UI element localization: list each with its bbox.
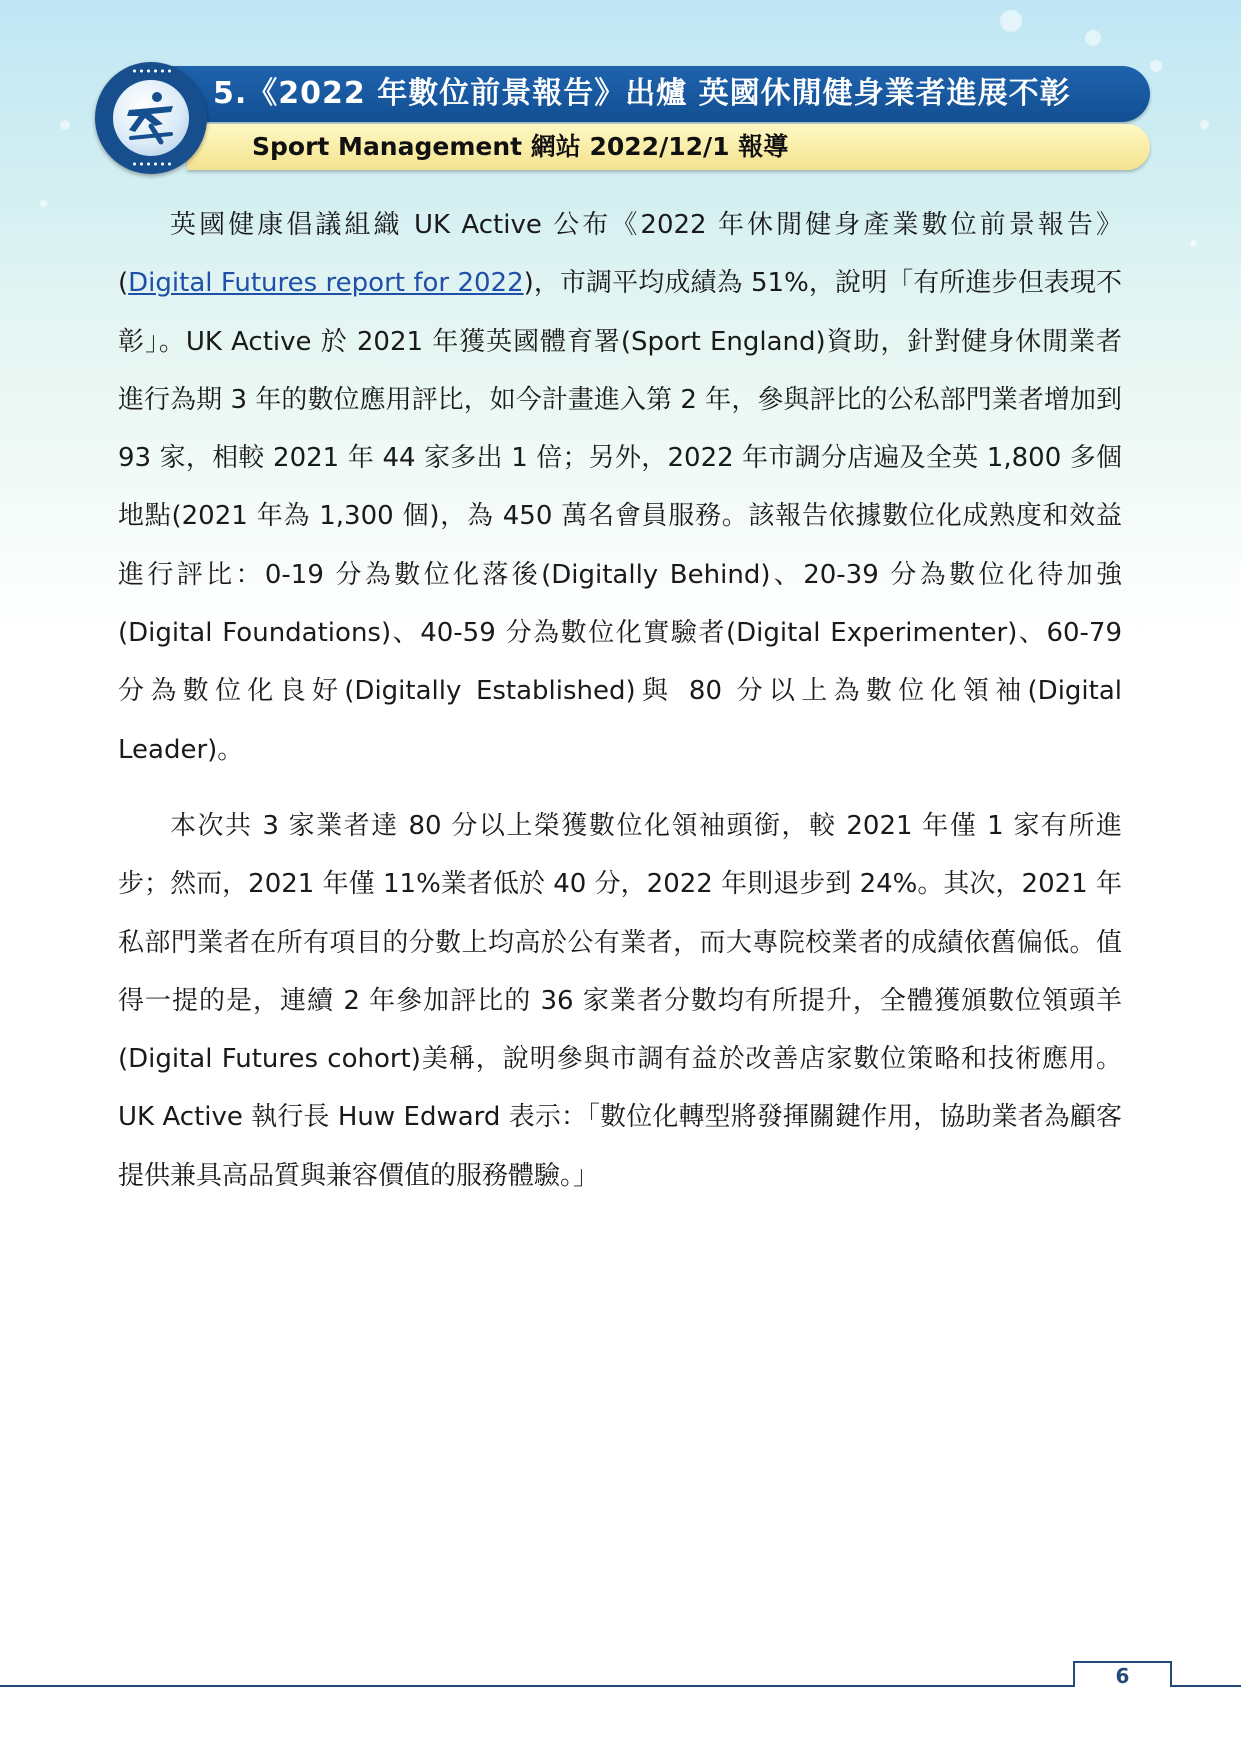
paragraph-1-rest: )，市調平均成績為 51%，說明「有所進步但表現不彰」。UK Active 於 2021 年獲英國體育署(Sport England)資助，針對健身休閒業者進行為期 3 年的數位應用評比，如今計畫進入第 2 年，參與評比的公私部門業者增加到 93 家，相較 2021 年 44 家多出 1 倍；另外，2022 年市調分店遍及全英 1,800 多個地點(2021 年為 1,300 個)，為 450 萬名會員服務。該報告依據數位化成熟度和效益進行評比：0-19 分為數位化落後(Digitally Behind)、20-39 分為數位化待加強(Digital Foundations)、40-59 分為數位化實驗者(Digital Experimenter)、60-79 分為數位化良好(Digitally Established)與 80 分以上為數位化領袖(Digital Leader)。 bbox=[118, 268, 1122, 765]
sports-emblem-icon bbox=[95, 62, 207, 174]
background-bubble bbox=[40, 200, 47, 207]
paragraph-1-intro: 英國健康倡議組織 UK Active 公布《2022 年休閒健身產業數位前景報告》( bbox=[118, 210, 1122, 299]
badge-dots-bottom bbox=[131, 162, 171, 166]
digital-futures-report-link[interactable]: Digital Futures report for 2022 bbox=[128, 268, 524, 299]
article-source: Sport Management 網站 2022/12/1 報導 bbox=[252, 132, 789, 161]
article-body bbox=[118, 196, 1122, 1205]
badge-dots-top bbox=[131, 69, 171, 73]
paragraph-2: 本次共 3 家業者達 80 分以上榮獲數位化領袖頭銜，較 2021 年僅 1 家有所進步；然而，2021 年僅 11%業者低於 40 分，2022 年則退步到 24%。其次，2021 年私部門業者在所有項目的分數上均高於公有業者，而大專院校業者的成績依舊偏低。值得一提的是，連續 2 年參加評比的 36 家業者分數均有所提升，全體獲頒數位領頭羊(Digital Futures cohort)美稱，說明參與市調有益於改善店家數位策略和技術應用。UK Active 執行長 Huw Edward 表示：「數位化轉型將發揮關鍵作用，協助業者為顧客提供兼具高品質與兼容價值的服務體驗。」 bbox=[118, 810, 1122, 1191]
background-bubble bbox=[1150, 60, 1162, 72]
background-bubble bbox=[1085, 30, 1101, 46]
footer-rule-right bbox=[1172, 1685, 1241, 1687]
footer-rule bbox=[0, 1685, 1075, 1687]
background-bubble bbox=[60, 120, 70, 130]
article-title: 5.《2022 年數位前景報告》出爐 英國休閒健身業者進展不彰 bbox=[213, 76, 1071, 111]
section-header-banner bbox=[95, 62, 1150, 174]
athlete-figure-icon bbox=[121, 88, 181, 148]
background-bubble bbox=[1000, 10, 1022, 32]
page-number: 6 bbox=[1115, 1664, 1130, 1688]
background-bubble bbox=[1190, 240, 1197, 247]
background-bubble bbox=[1200, 120, 1209, 129]
paragraph-1 bbox=[118, 196, 1122, 779]
